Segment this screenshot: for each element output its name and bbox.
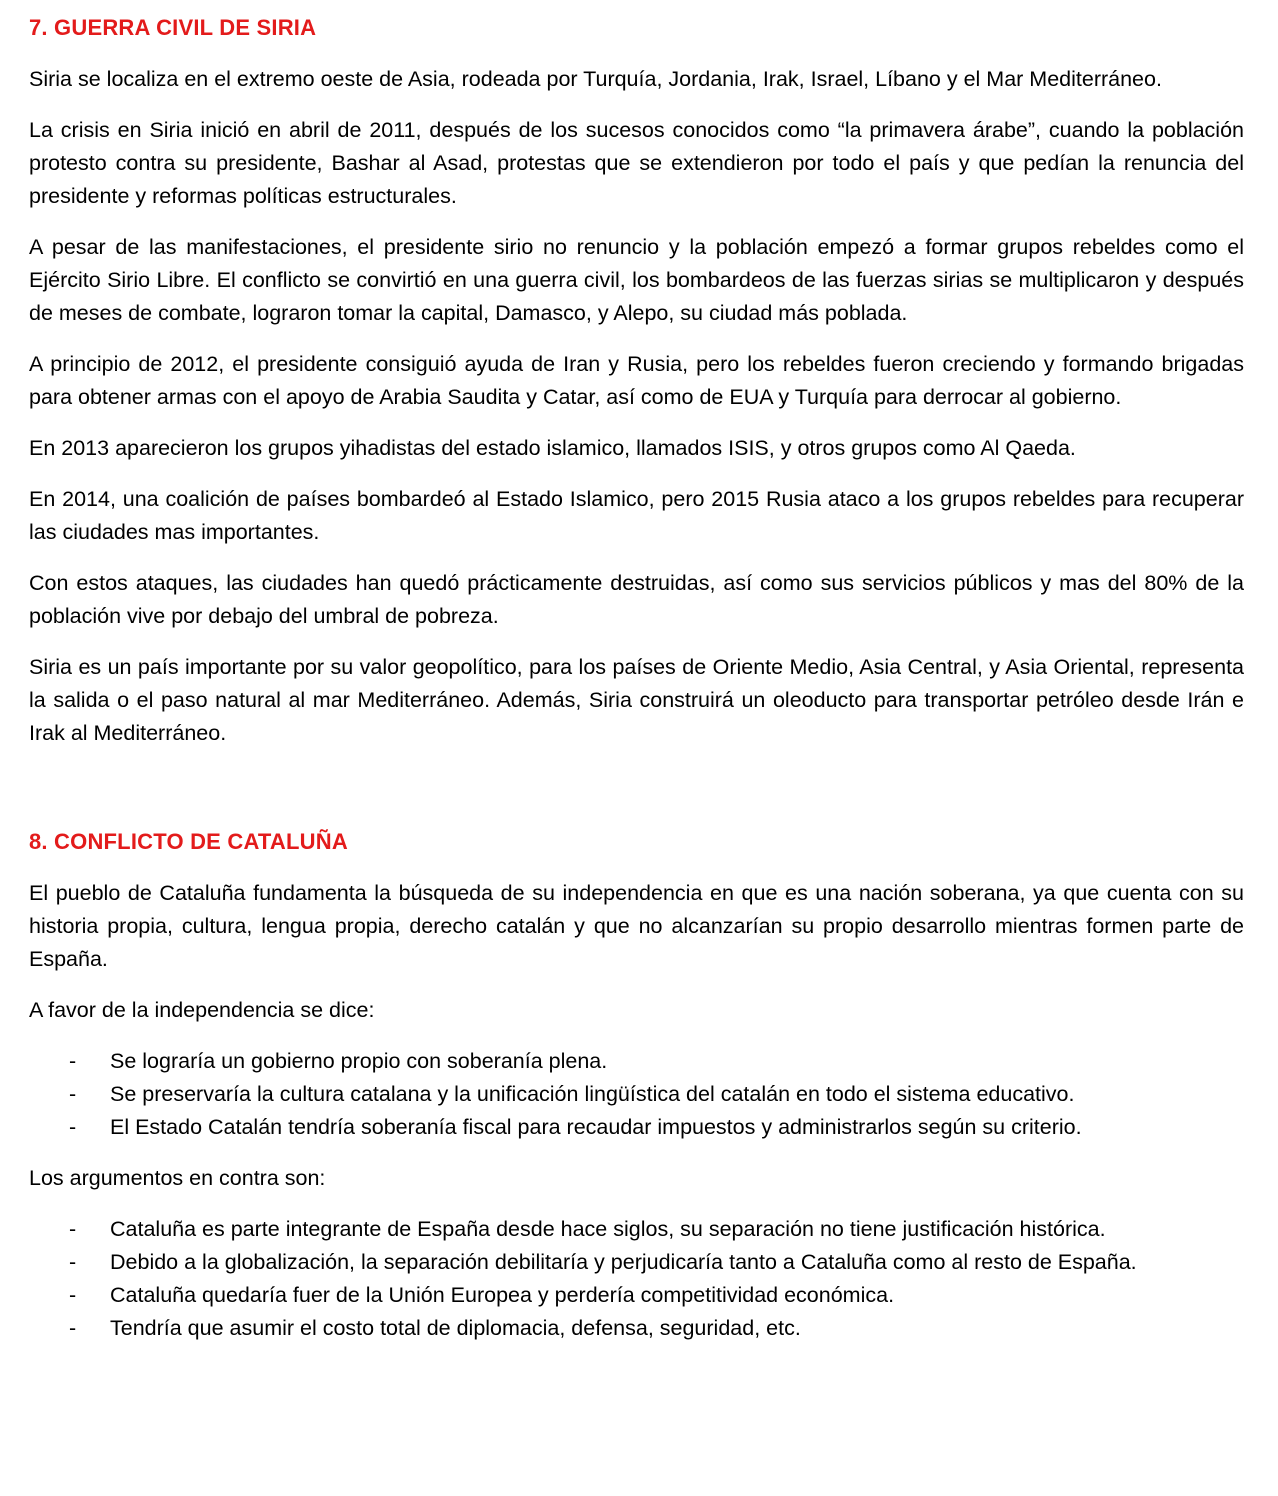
- list-item: [29, 1213, 1244, 1246]
- dash-bullet: -: [69, 1283, 77, 1307]
- list-item: [29, 1246, 1244, 1279]
- dash-bullet: -: [69, 1316, 77, 1340]
- section-7-paragraph: Siria se localiza en el extremo oeste de Asia, rodeada por Turquía, Jordania, Irak, Israel, Líbano y el Mar Mediterráneo.: [29, 67, 1162, 91]
- dash-bullet: -: [69, 1217, 77, 1241]
- section-7-paragraph: A principio de 2012, el presidente consiguió ayuda de Iran y Rusia, pero los rebeldes fueron creciendo y formando brigadas para obtener armas con el apoyo de Arabia Saudita y Catar, así como de EUA y Turquía para derrocar al gobierno.: [29, 352, 1244, 409]
- section-7-title: 7. GUERRA CIVIL DE SIRIA: [29, 15, 317, 40]
- section-7-paragraph: En 2013 aparecieron los grupos yihadistas del estado islamico, llamados ISIS, y otros grupos como Al Qaeda.: [29, 436, 1076, 460]
- section-7-paragraph: En 2014, una coalición de países bombardeó al Estado Islamico, pero 2015 Rusia ataco a los grupos rebeldes para recuperar las ciudades mas importantes.: [29, 487, 1244, 544]
- list-item-text: Se lograría un gobierno propio con soberanía plena.: [110, 1049, 608, 1073]
- dash-bullet: -: [69, 1250, 77, 1274]
- section-7-paragraph: Con estos ataques, las ciudades han quedó prácticamente destruidas, así como sus servicios públicos y mas del 80% de la población vive por debajo del umbral de pobreza.: [29, 571, 1244, 628]
- list-item-text: Cataluña quedaría fuer de la Unión Europea y perdería competitividad económica.: [110, 1283, 895, 1307]
- favor-label: A favor de la independencia se dice:: [29, 998, 375, 1022]
- contra-label: Los argumentos en contra son:: [29, 1166, 326, 1190]
- dash-bullet: -: [69, 1115, 77, 1139]
- list-item-text: Cataluña es parte integrante de España desde hace siglos, su separación no tiene justificación histórica.: [110, 1217, 1106, 1241]
- list-item-text: Tendría que asumir el costo total de diplomacia, defensa, seguridad, etc.: [110, 1316, 801, 1340]
- contra-list: [29, 1213, 1244, 1345]
- dash-bullet: -: [69, 1049, 77, 1073]
- section-7-paragraph: A pesar de las manifestaciones, el presidente sirio no renuncio y la población empezó a formar grupos rebeldes como el Ejército Sirio Libre. El conflicto se convirtió en una guerra civil, los bombardeos de las fuerzas sirias se multiplicaron y después de meses de combate, lograron tomar la capital, Damasco, y Alepo, su ciudad más poblada.: [29, 235, 1244, 325]
- favor-list: [29, 1045, 1244, 1144]
- dash-bullet: -: [69, 1082, 77, 1106]
- list-item-text: Debido a la globalización, la separación debilitaría y perjudicaría tanto a Cataluña como al resto de España.: [110, 1250, 1137, 1274]
- section-7-paragraph: La crisis en Siria inició en abril de 2011, después de los sucesos conocidos como “la primavera árabe”, cuando la población protesto contra su presidente, Bashar al Asad, protestas que se extendieron por todo el país y que pedían la renuncia del presidente y reformas políticas estructurales.: [29, 118, 1244, 208]
- list-item-text: El Estado Catalán tendría soberanía fiscal para recaudar impuestos y administrarlos según su criterio.: [110, 1115, 1082, 1139]
- document-page: [29, 0, 1244, 1345]
- list-item: [29, 1078, 1244, 1111]
- section-8-intro: El pueblo de Cataluña fundamenta la búsqueda de su independencia en que es una nación soberana, ya que cuenta con su historia propia, cultura, lengua propia, derecho catalán y que no alcanzarían su propio desarrollo mientras formen parte de España.: [29, 881, 1244, 971]
- list-item: [29, 1312, 1244, 1345]
- list-item: [29, 1045, 1244, 1078]
- section-7-paragraph: Siria es un país importante por su valor geopolítico, para los países de Oriente Medio, Asia Central, y Asia Oriental, representa la salida o el paso natural al mar Mediterráneo. Además, Siria construirá un oleoducto para transportar petróleo desde Irán e Irak al Mediterráneo.: [29, 655, 1244, 745]
- list-item: [29, 1279, 1244, 1312]
- list-item-text: Se preservaría la cultura catalana y la unificación lingüística del catalán en todo el sistema educativo.: [110, 1082, 1075, 1106]
- list-item: [29, 1111, 1244, 1144]
- section-8-title: 8. CONFLICTO DE CATALUÑA: [29, 829, 348, 854]
